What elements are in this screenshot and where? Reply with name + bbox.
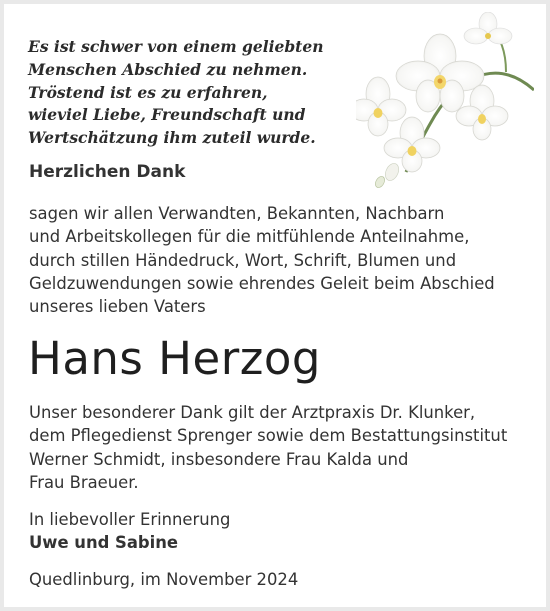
signers: Uwe und Sabine bbox=[29, 533, 179, 552]
poem-line: Es ist schwer von einem geliebten bbox=[28, 37, 324, 56]
memorial-poem bbox=[28, 36, 323, 150]
thanks-heading: Herzlichen Dank bbox=[29, 162, 186, 182]
thanks-line: unseres lieben Vaters bbox=[29, 297, 206, 317]
poem-line: Menschen Abschied zu nehmen. bbox=[28, 59, 308, 79]
special-thanks-line: Unser besonderer Dank gilt der Arztpraxis Dr. Klunker, bbox=[29, 403, 476, 422]
thanks-line: durch stillen Händedruck, Wort, Schrift, Blumen und bbox=[29, 250, 457, 270]
special-thanks-line: Frau Braeuer. bbox=[29, 472, 139, 492]
deceased-name: Hans Herzog bbox=[28, 332, 321, 385]
orchid-image bbox=[356, 12, 534, 190]
thanks-line: sagen wir allen Verwandten, Bekannten, Nachbarn bbox=[29, 204, 445, 223]
poem-line: Tröstend ist es zu erfahren, bbox=[28, 82, 268, 102]
special-thanks-line: Werner Schmidt, insbesondere Frau Kalda und bbox=[29, 449, 409, 469]
poem-line: wieviel Liebe, Freundschaft und bbox=[28, 105, 306, 125]
thanks-line: Geldzuwendungen sowie ehrendes Geleit beim Abschied bbox=[29, 273, 495, 293]
closing-line: In liebevoller Erinnerung bbox=[29, 510, 231, 529]
thanks-paragraph bbox=[29, 202, 495, 318]
special-thanks-line: dem Pflegedienst Sprenger sowie dem Bestattungsinstitut bbox=[29, 426, 508, 446]
special-thanks-paragraph bbox=[29, 401, 507, 494]
poem-line: Wertschätzung ihm zuteil wurde. bbox=[28, 128, 316, 148]
thanks-line: und Arbeitskollegen für die mitfühlende Anteilnahme, bbox=[29, 227, 470, 247]
obituary-card bbox=[4, 4, 546, 607]
place-date: Quedlinburg, im November 2024 bbox=[29, 570, 299, 589]
